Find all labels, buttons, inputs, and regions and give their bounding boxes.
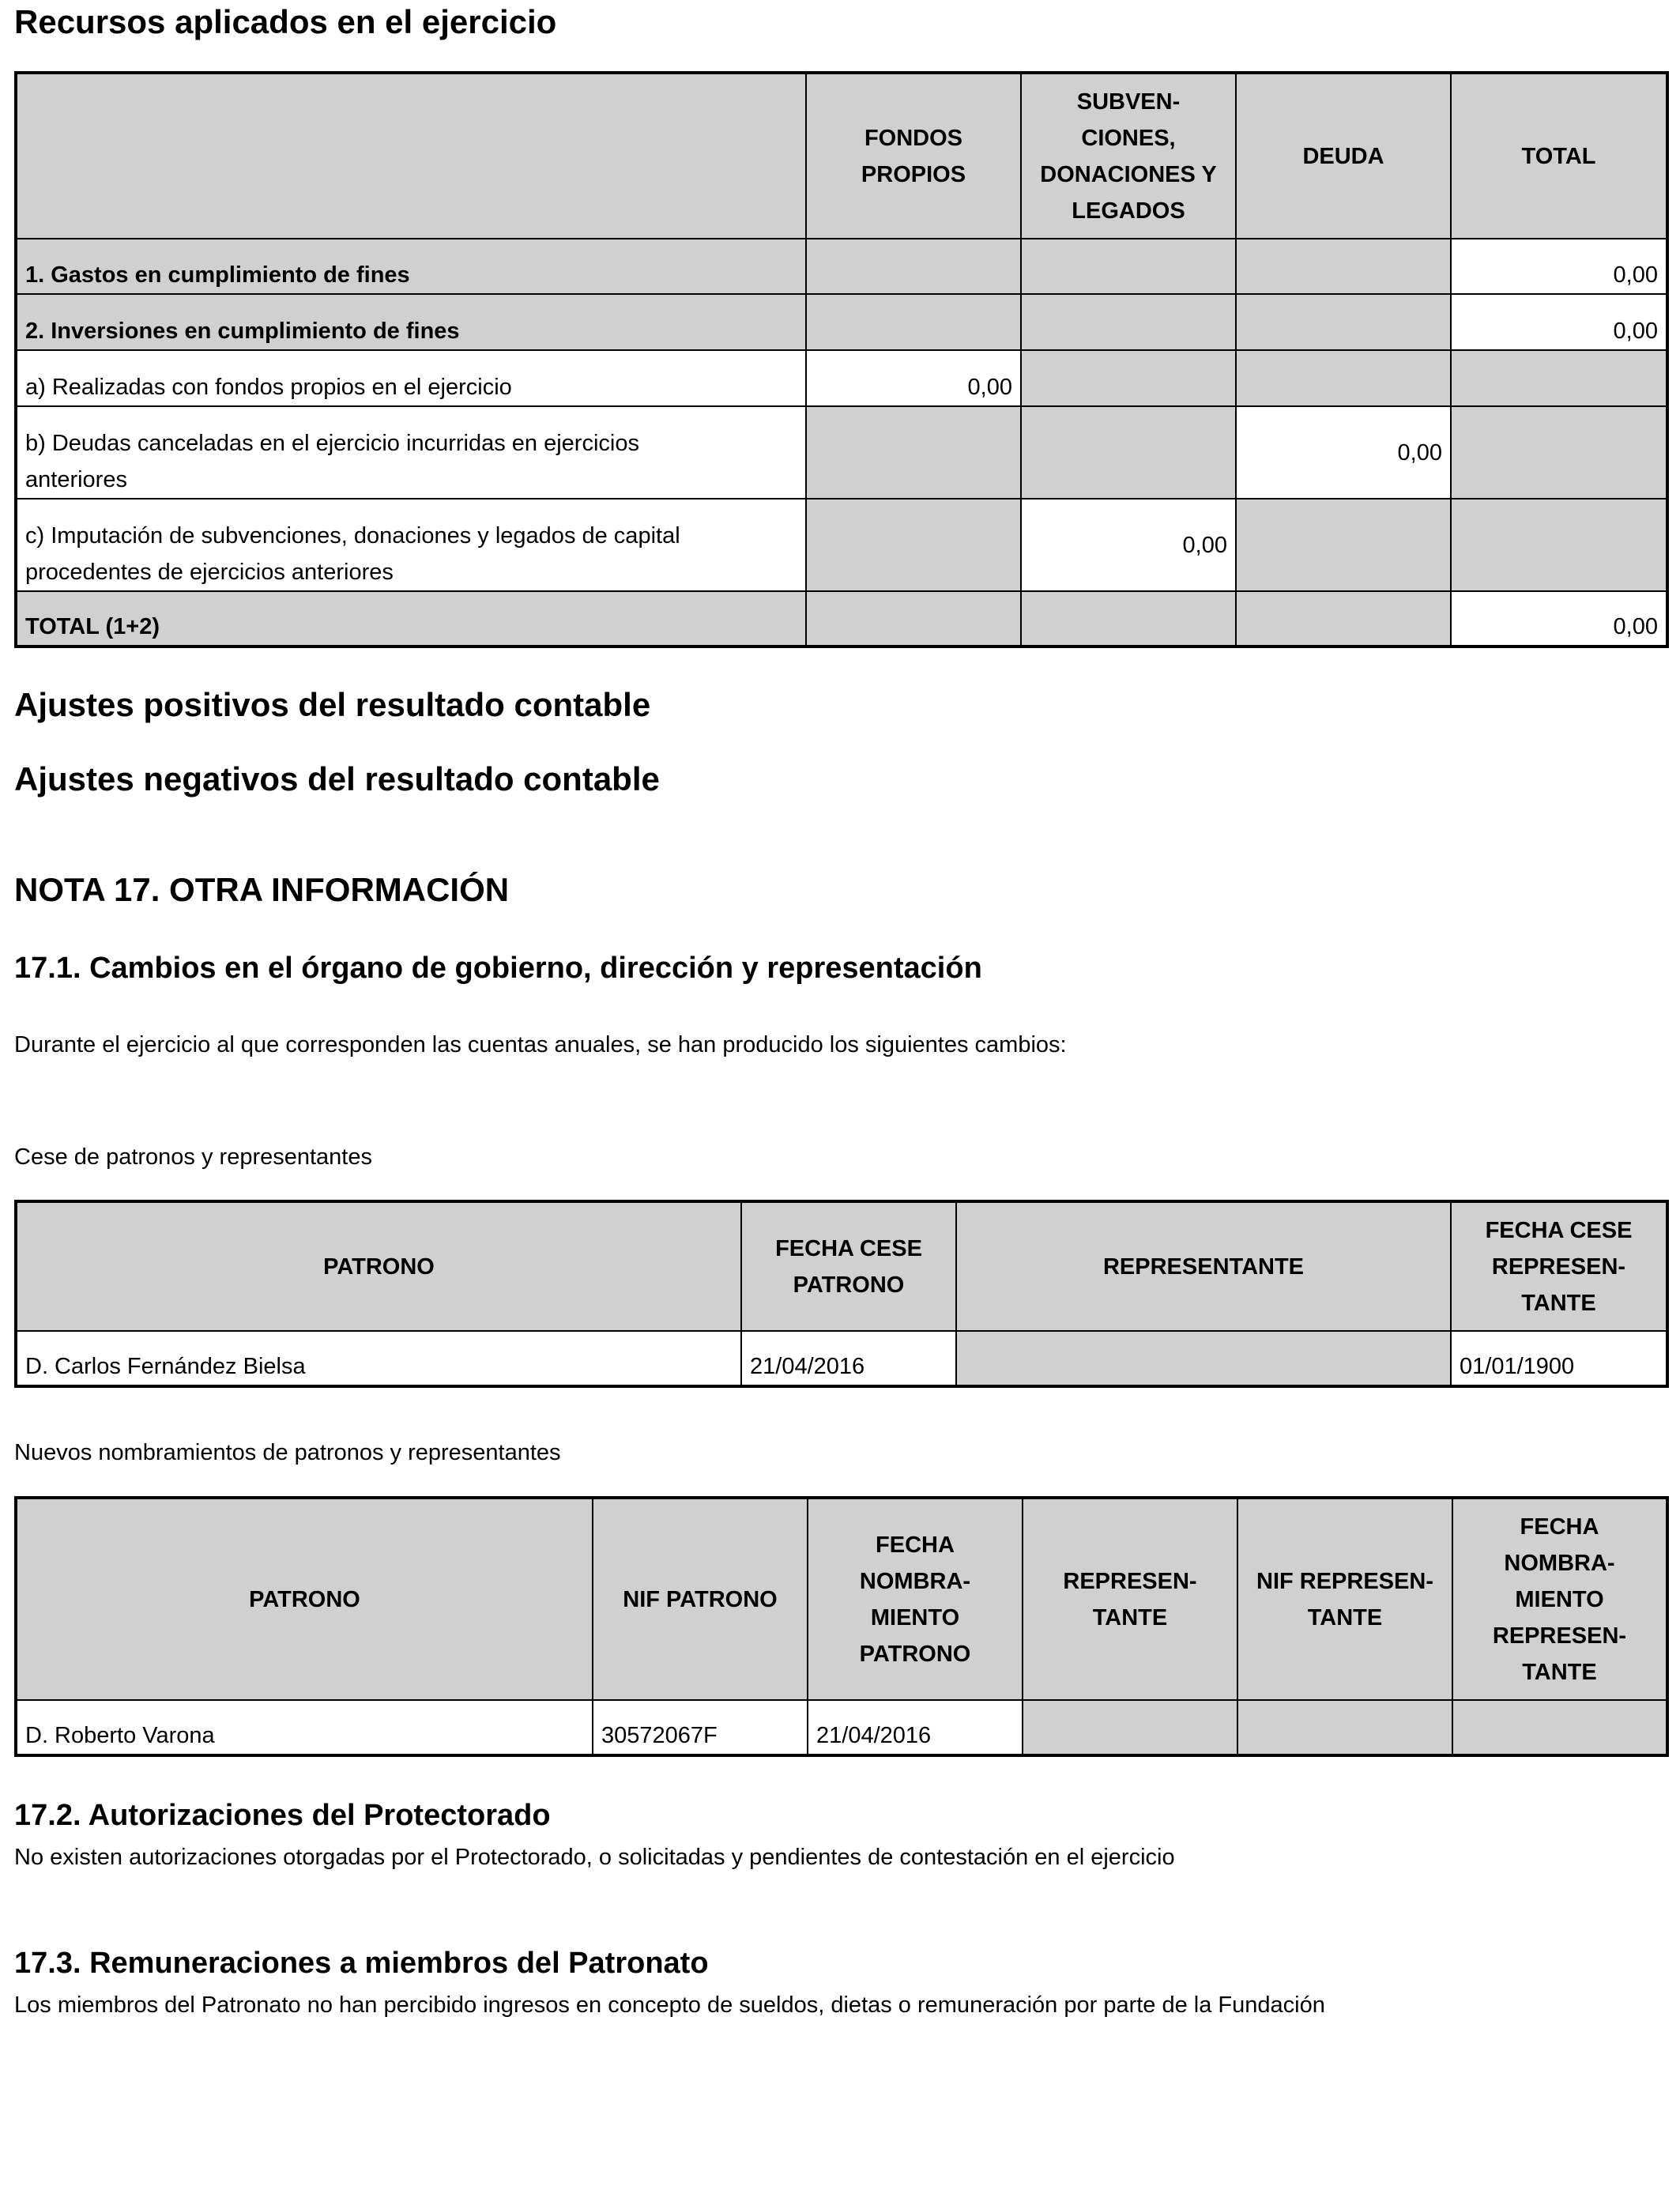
ajustes-positivos-title: Ajustes positivos del resultado contable <box>14 686 651 723</box>
header-fecha-cese-patrono <box>741 1201 956 1331</box>
nuevos-header-row <box>16 1498 1667 1700</box>
header-empty <box>16 73 806 239</box>
header-line: MIENTO <box>1515 1586 1604 1612</box>
cell-total: 0,00 <box>1451 239 1667 294</box>
header-line: FONDOS <box>864 125 963 151</box>
cell-fondos <box>806 406 1021 499</box>
header-line: CIONES, <box>1081 125 1176 151</box>
header-line: PATRONO <box>859 1641 971 1667</box>
header-line: TOTAL <box>1521 143 1596 169</box>
header-line: MIENTO <box>870 1604 960 1630</box>
header-line: NIF PATRONO <box>623 1586 778 1612</box>
table-row <box>16 499 1667 591</box>
header-line: REPRESEN- <box>1063 1568 1197 1594</box>
header-nif-patrono <box>593 1498 808 1700</box>
header-line: LEGADOS <box>1072 198 1185 224</box>
section-17-2-title: 17.2. Autorizaciones del Protectorado <box>14 1799 551 1832</box>
cell-patrono: D. Carlos Fernández Bielsa <box>16 1331 741 1386</box>
header-line: PROPIOS <box>861 161 966 187</box>
header-fecha-nombramiento-representante <box>1452 1498 1667 1700</box>
cell-deuda: 0,00 <box>1236 406 1451 499</box>
header-line: FECHA CESE <box>775 1235 922 1261</box>
section-17-2-text: No existen autorizaciones otorgadas por el Protectorado, o solicitadas y pendientes de contestación en el ejercicio <box>14 1845 1175 1870</box>
nuevos-label: Nuevos nombramientos de patronos y representantes <box>14 1440 561 1465</box>
cell-deuda <box>1236 294 1451 350</box>
row-label-line: b) Deudas canceladas en el ejercicio incurridas en ejercicios <box>25 431 639 456</box>
header-fecha-cese-representante <box>1451 1201 1667 1331</box>
header-line: TANTE <box>1307 1604 1383 1630</box>
header-line: TANTE <box>1521 1290 1596 1316</box>
cell-total <box>1451 406 1667 499</box>
table-row <box>16 294 1667 350</box>
header-patrono <box>16 1498 593 1700</box>
header-line: DEUDA <box>1302 143 1384 169</box>
cell-fondos <box>806 591 1021 647</box>
header-line: TANTE <box>1522 1659 1597 1685</box>
cell-fecha-cese: 21/04/2016 <box>741 1331 956 1386</box>
row-label-line: anteriores <box>25 467 127 492</box>
cell-total: 0,00 <box>1451 294 1667 350</box>
row-label: 1. Gastos en cumplimiento de fines <box>16 239 806 294</box>
header-representante <box>1023 1498 1237 1700</box>
header-line: DONACIONES Y <box>1040 161 1217 187</box>
cell-deuda <box>1236 239 1451 294</box>
row-label: 2. Inversiones en cumplimiento de fines <box>16 294 806 350</box>
header-line: NIF REPRESEN- <box>1256 1568 1433 1594</box>
cell-fondos <box>806 499 1021 591</box>
cell-representante <box>956 1331 1451 1386</box>
cell-deuda <box>1236 350 1451 406</box>
cell-total <box>1451 350 1667 406</box>
header-line: REPRESENTANTE <box>1102 1253 1305 1280</box>
cese-table <box>14 1200 1669 1388</box>
header-line: PATRONO <box>323 1253 435 1280</box>
cell-subv <box>1021 591 1236 647</box>
ajustes-negativos-title: Ajustes negativos del resultado contable <box>14 760 660 797</box>
header-line: NOMBRA- <box>1504 1550 1615 1576</box>
row-label <box>16 499 806 591</box>
row-label-line: c) Imputación de subvenciones, donaciones y legados de capital <box>25 523 680 548</box>
header-deuda <box>1236 73 1451 239</box>
table-row <box>16 350 1667 406</box>
header-line: TANTE <box>1092 1604 1168 1630</box>
cell-subv: 0,00 <box>1021 499 1236 591</box>
cell-fondos <box>806 294 1021 350</box>
row-label <box>16 406 806 499</box>
nuevos-table <box>14 1496 1669 1757</box>
header-representante <box>956 1201 1451 1331</box>
header-nif-representante <box>1237 1498 1452 1700</box>
table-row <box>16 406 1667 499</box>
row-label-line: procedentes de ejercicios anteriores <box>25 560 394 585</box>
header-line: SUBVEN- <box>1076 89 1181 115</box>
recursos-header-row <box>16 73 1667 239</box>
section-17-1-text: Durante el ejercicio al que corresponden las cuentas anuales, se han producido los siguientes cambios: <box>14 1032 1067 1057</box>
cell-fondos <box>806 239 1021 294</box>
header-line: FECHA CESE <box>1485 1217 1633 1243</box>
table-row <box>16 239 1667 294</box>
header-subvenciones <box>1021 73 1236 239</box>
cese-label: Cese de patronos y representantes <box>14 1144 372 1170</box>
cell-total: 0,00 <box>1451 591 1667 647</box>
header-line: FECHA <box>1520 1514 1599 1540</box>
row-label: a) Realizadas con fondos propios en el ejercicio <box>16 350 806 406</box>
table-row <box>16 1331 1667 1386</box>
cell-nif: 30572067F <box>593 1700 808 1755</box>
cell-deuda <box>1236 591 1451 647</box>
cell-fecha: 21/04/2016 <box>808 1700 1023 1755</box>
cell-subv <box>1021 406 1236 499</box>
header-line: REPRESEN- <box>1492 1623 1627 1649</box>
cell-fondos: 0,00 <box>806 350 1021 406</box>
header-total <box>1451 73 1667 239</box>
cell-patrono: D. Roberto Varona <box>16 1700 593 1755</box>
header-line: NOMBRA- <box>859 1568 971 1594</box>
header-line: PATRONO <box>793 1272 905 1298</box>
header-line: REPRESEN- <box>1491 1253 1626 1280</box>
cell-nif-representante <box>1237 1700 1452 1755</box>
header-line: FECHA <box>876 1532 955 1558</box>
recursos-title: Recursos aplicados en el ejercicio <box>14 3 557 40</box>
section-17-1-title: 17.1. Cambios en el órgano de gobierno, dirección y representación <box>14 952 982 985</box>
cell-fecha-cese-rep: 01/01/1900 <box>1451 1331 1667 1386</box>
nota17-title: NOTA 17. OTRA INFORMACIÓN <box>14 871 510 908</box>
cell-subv <box>1021 239 1236 294</box>
table-row <box>16 591 1667 647</box>
table-row <box>16 1700 1667 1755</box>
cell-deuda <box>1236 499 1451 591</box>
row-label: TOTAL (1+2) <box>16 591 806 647</box>
cell-representante <box>1023 1700 1237 1755</box>
section-17-3-title: 17.3. Remuneraciones a miembros del Patronato <box>14 1947 709 1980</box>
cell-total <box>1451 499 1667 591</box>
header-line: PATRONO <box>249 1586 360 1612</box>
header-patrono <box>16 1201 741 1331</box>
section-17-3-text: Los miembros del Patronato no han percibido ingresos en concepto de sueldos, dietas o remuneración por parte de la Fundación <box>14 1992 1325 2018</box>
cese-header-row <box>16 1201 1667 1331</box>
cell-subv <box>1021 350 1236 406</box>
header-fecha-nombramiento-patrono <box>808 1498 1023 1700</box>
header-fondos-propios <box>806 73 1021 239</box>
cell-fecha-representante <box>1452 1700 1667 1755</box>
cell-subv <box>1021 294 1236 350</box>
recursos-table <box>14 71 1669 648</box>
